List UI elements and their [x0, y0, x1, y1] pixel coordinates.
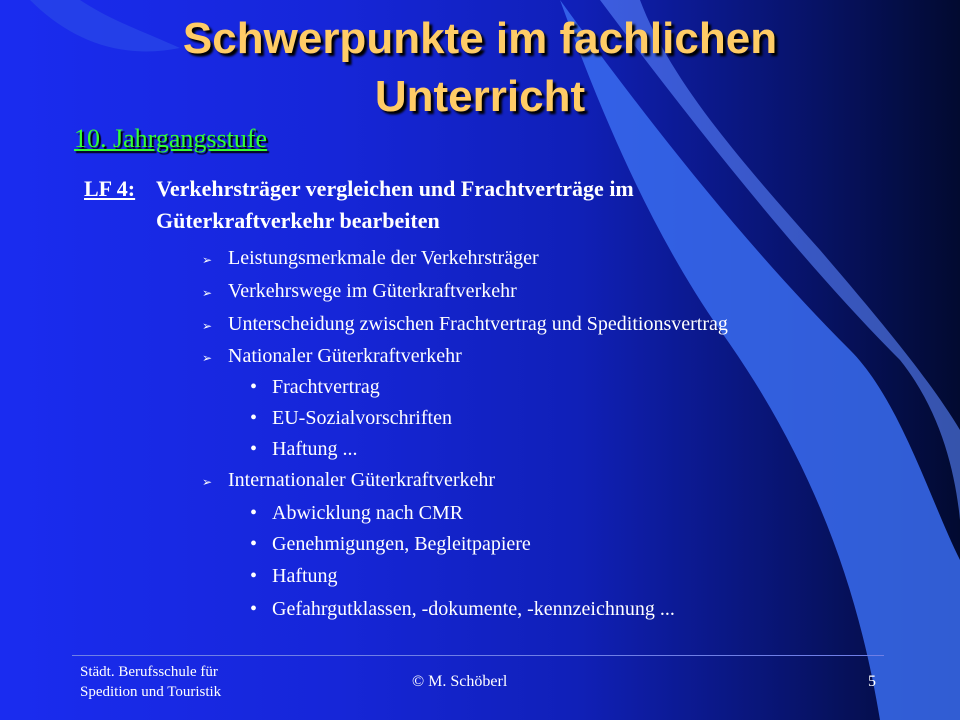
- learning-field-title-line-1: Verkehrsträger vergleichen und Frachtverträge im: [156, 176, 634, 201]
- topic-item: [202, 344, 462, 368]
- page-number: 5: [868, 673, 876, 690]
- arrow-bullet-icon: ➢: [202, 351, 213, 365]
- subtopic-item: [250, 406, 452, 430]
- dot-bullet-icon: •: [250, 598, 258, 620]
- subtopic-item-label: Genehmigungen, Begleitpapiere: [272, 533, 531, 555]
- topic-item: [202, 246, 539, 270]
- topic-item: [202, 468, 496, 492]
- arrow-bullet-icon: ➢: [202, 286, 213, 300]
- arrow-bullet-icon: ➢: [202, 253, 213, 267]
- footer-school-name: [80, 662, 221, 702]
- subtopic-item: [250, 532, 531, 556]
- grade-level-subtitle: 10. Jahrgangsstufe: [74, 124, 268, 153]
- footer-school-line-2: Spedition und Touristik: [80, 684, 222, 700]
- topic-item-label: Leistungsmerkmale der Verkehrsträger: [228, 247, 539, 269]
- dot-bullet-icon: •: [250, 502, 258, 524]
- topic-item-label: Unterscheidung zwischen Frachtvertrag und Speditionsvertrag: [228, 313, 728, 335]
- learning-field-code: LF 4:: [84, 176, 136, 201]
- footer-divider: [72, 655, 884, 656]
- subtopic-item-label: Gefahrgutklassen, -dokumente, -kennzeichnung ...: [272, 598, 675, 620]
- subtopic-item: [250, 564, 338, 588]
- subtopic-item: [250, 597, 675, 621]
- topic-item-label: Nationaler Güterkraftverkehr: [228, 345, 462, 367]
- subtopic-item-label: Frachtvertrag: [272, 376, 380, 398]
- subtopic-item: [250, 437, 358, 461]
- footer-author: © M. Schöberl: [412, 673, 508, 690]
- topic-item-label: Internationaler Güterkraftverkehr: [228, 469, 496, 491]
- arrow-bullet-icon: ➢: [202, 319, 213, 333]
- subtopic-item: [250, 501, 464, 525]
- dot-bullet-icon: •: [250, 407, 258, 429]
- subtopic-item-label: Haftung ...: [272, 438, 358, 460]
- subtopic-item-label: Haftung: [272, 565, 338, 587]
- subtopic-item-label: Abwicklung nach CMR: [272, 502, 464, 524]
- topic-item: [202, 279, 517, 303]
- learning-field-title-line-2: Güterkraftverkehr bearbeiten: [156, 208, 440, 233]
- topic-item: [202, 312, 728, 336]
- footer-school-line-1: Städt. Berufsschule für: [80, 664, 218, 680]
- dot-bullet-icon: •: [250, 438, 258, 460]
- dot-bullet-icon: •: [250, 565, 258, 587]
- arrow-bullet-icon: ➢: [202, 475, 213, 489]
- subtopic-item: [250, 375, 380, 399]
- slide-title-line-2: Unterricht: [374, 72, 586, 121]
- dot-bullet-icon: •: [250, 533, 258, 555]
- topic-item-label: Verkehrswege im Güterkraftverkehr: [228, 280, 517, 302]
- dot-bullet-icon: •: [250, 376, 258, 398]
- slide-title-line-1: Schwerpunkte im fachlichen: [182, 14, 778, 63]
- subtopic-item-label: EU-Sozialvorschriften: [272, 407, 452, 429]
